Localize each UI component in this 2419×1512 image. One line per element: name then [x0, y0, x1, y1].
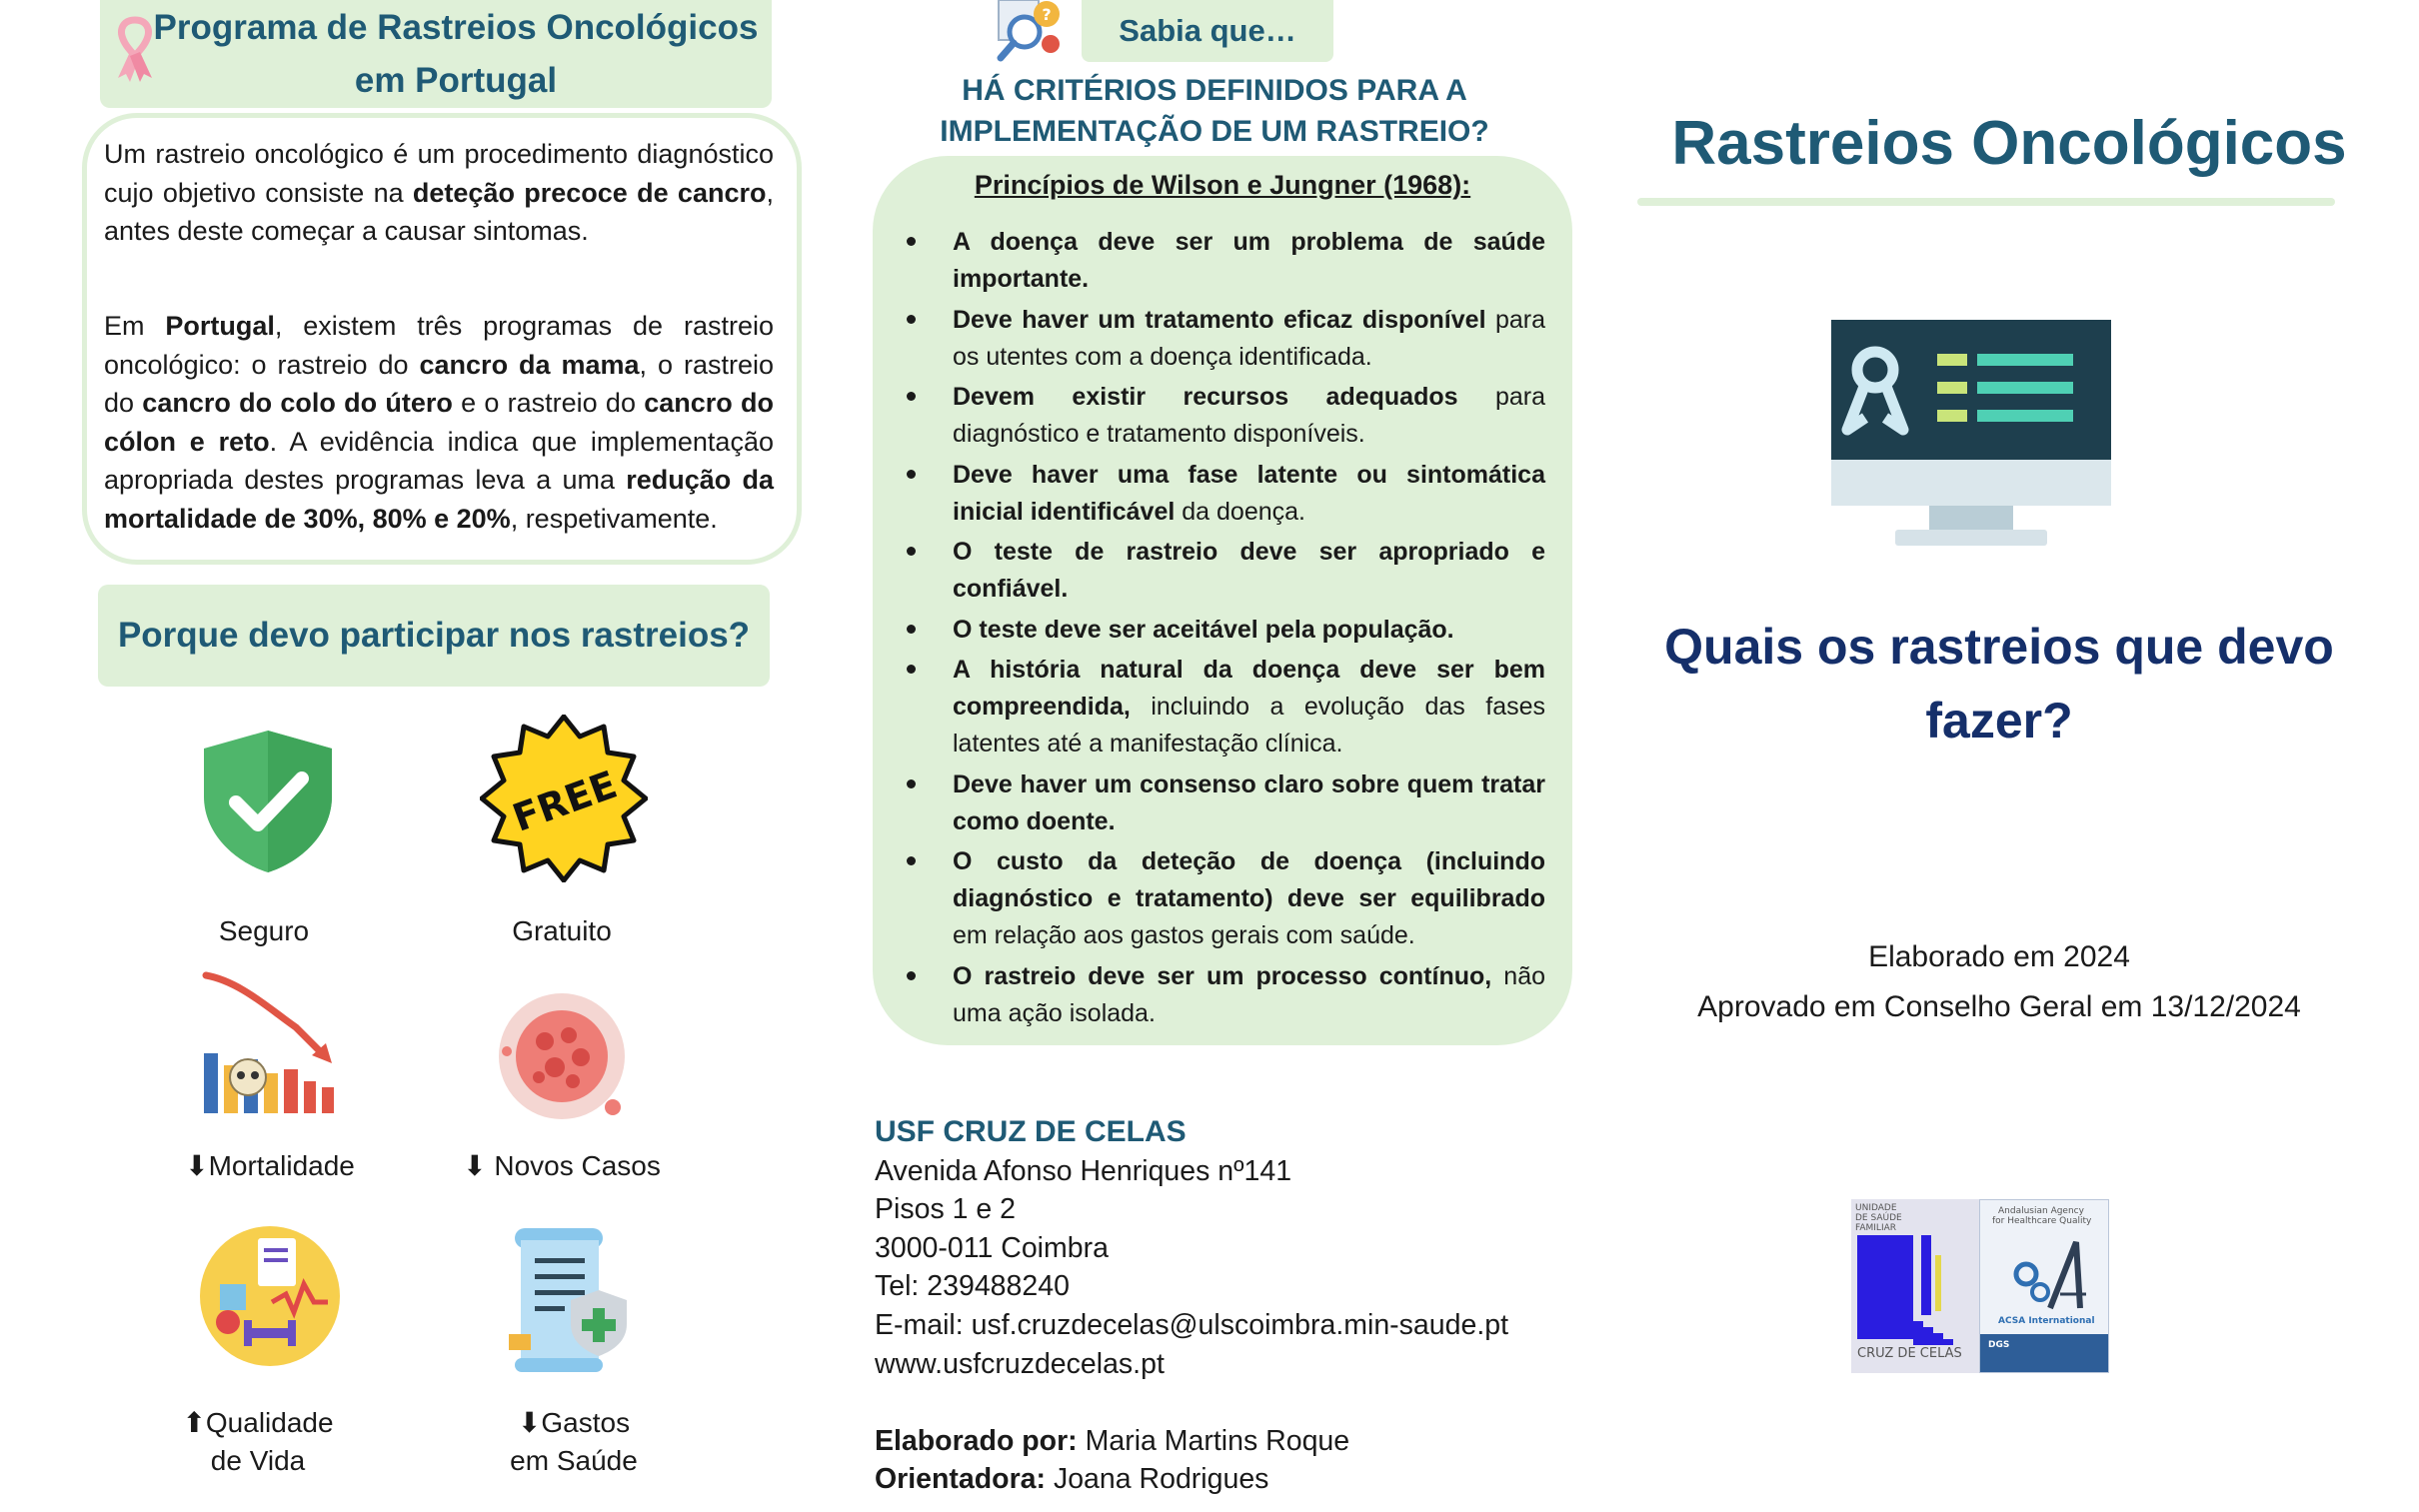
cell-icon [495, 989, 630, 1124]
principle-bold: Deve haver uma fase latente ou sintomática inicial identificável [953, 460, 1545, 526]
free-badge-text: FREE [507, 761, 623, 840]
advisor-line [875, 1460, 1594, 1499]
text: , o rastreio do [104, 349, 774, 418]
text: Em [104, 311, 166, 341]
benefit-label-novos-casos: ⬇ Novos Casos [463, 1150, 661, 1181]
ribbon-icon [110, 14, 160, 84]
free-badge-icon [480, 715, 648, 882]
dgs-label: DGS [1988, 1340, 2010, 1350]
advisor-name: Joana Rodrigues [1046, 1463, 1269, 1496]
address-line-3: 3000-011 Coimbra [875, 1231, 1109, 1264]
benefit-label-qualidade [128, 1404, 388, 1480]
principle-item [953, 843, 1545, 954]
website-link[interactable]: www.usfcruzdecelas.pt [875, 1347, 1165, 1380]
principle-item [953, 457, 1545, 531]
contact-block [875, 1113, 1594, 1499]
principle-bold: Devem existir recursos adequados [953, 383, 1458, 411]
benefit-label-gratuito: Gratuito [512, 915, 612, 946]
shield-check-icon [196, 727, 340, 876]
qualidade-line-2: de Vida [210, 1445, 306, 1476]
usf-logo-line-3: FAMILIAR [1855, 1223, 1897, 1233]
principle-bold: O rastreio deve ser um processo contínuo, [953, 961, 1492, 990]
principle-text: incluindo a evolução das fases latentes até a manifestação clínica. [953, 693, 1545, 757]
usf-logo [1851, 1199, 1979, 1373]
usf-logo-mark [1857, 1235, 1973, 1345]
principle-bold: A doença deve ser um problema de saúde importante. [953, 228, 1545, 293]
svg-text:?: ? [1042, 5, 1052, 24]
principle-bold: O teste de rastreio deve ser apropriado e confiável. [953, 538, 1545, 603]
gastos-line-2: em Saúde [510, 1445, 638, 1476]
spacer [875, 1383, 1594, 1422]
highlight: cancro da mama [419, 349, 640, 380]
benefit-label-mortalidade: ⬇Mortalidade [185, 1150, 355, 1181]
health-document-icon [505, 1224, 635, 1374]
benefit-label-seguro: Seguro [218, 915, 310, 946]
acsa-line-1: Andalusian Agency [1998, 1206, 2084, 1216]
date-approved: Aprovado em Conselho Geral em 13/12/2024 [1697, 990, 2301, 1023]
principles-list [953, 224, 1545, 1035]
magnifier-question-icon [995, 0, 1075, 64]
highlight: cancro do colo do útero [142, 388, 453, 418]
cover-question: Quais os rastreios que devo fazer? [1664, 619, 2334, 749]
text: . A evidência indica que implementação apropriada destes programas leva a uma [104, 426, 774, 495]
intro-paragraph-2 [104, 307, 774, 538]
principle-item [953, 766, 1545, 840]
left-panel [0, 0, 820, 1512]
principle-text: não uma ação isolada. [953, 961, 1545, 1027]
principle-bold: O teste deve ser aceitável pela população. [953, 615, 1454, 644]
principle-item [953, 958, 1545, 1032]
usf-logo-line-1: UNIDADE [1855, 1203, 1897, 1213]
acsa-line-3: ACSA International [1998, 1316, 2095, 1326]
principle-item [953, 302, 1545, 376]
benefit-label-gastos [444, 1404, 704, 1480]
monitor-ribbon-icon [1831, 320, 2111, 550]
program-title: Programa de Rastreios Oncológicos em Portugal [153, 8, 759, 100]
phone: Tel: 239488240 [875, 1270, 1070, 1303]
principle-bold: Deve haver um consenso claro sobre quem tratar como doente. [953, 769, 1545, 835]
title-rule [1637, 198, 2335, 206]
principle-bold: O custo da deteção de doença (incluindo diagnóstico e tratamento) deve ser equilibrado [953, 847, 1545, 912]
address-line-1: Avenida Afonso Henriques nº141 [875, 1154, 1292, 1187]
middle-panel [850, 0, 1609, 1512]
declining-chart-icon [200, 969, 340, 1117]
author-label: Elaborado por: [875, 1424, 1078, 1457]
principle-bold: A história natural da doença deve ser bem compreendida, [953, 656, 1545, 721]
principles-box [873, 156, 1572, 1045]
principle-item [953, 224, 1545, 298]
principle-item [953, 652, 1545, 762]
principle-item [953, 534, 1545, 608]
principle-item [953, 379, 1545, 453]
highlight: redução da mortalidade de 30%, 80% e 20% [104, 465, 775, 534]
program-title-box [100, 0, 772, 108]
text: e o rastreio do [452, 388, 645, 418]
dates-block [1639, 932, 2359, 1032]
highlight: Portugal [165, 311, 275, 341]
criteria-question: HÁ CRITÉRIOS DEFINIDOS PARA A IMPLEMENTAÇÃO DE UM RASTREIO? [940, 74, 1489, 148]
text: , existem três programas de rastreio oncológico: o rastreio do [104, 311, 774, 380]
principle-bold: Deve haver um tratamento eficaz disponível [953, 305, 1486, 334]
gastos-line-1: ⬇Gastos [517, 1407, 631, 1438]
org-name: USF CRUZ DE CELAS [875, 1115, 1187, 1148]
cover-panel [1619, 0, 2419, 1512]
principle-text: para os utentes com a doença identificada. [953, 305, 1545, 371]
author-line [875, 1422, 1594, 1461]
advisor-label: Orientadora: [875, 1463, 1047, 1496]
principle-text: da doença. [1175, 497, 1305, 526]
qualidade-line-1: ⬆Qualidade [182, 1407, 334, 1438]
why-participate-heading: Porque devo participar nos rastreios? [98, 585, 770, 687]
highlight: cancro do cólon e reto [104, 388, 774, 457]
principle-item [953, 612, 1545, 649]
acsa-mark [2000, 1234, 2090, 1314]
dgs-band [1980, 1334, 2108, 1372]
text: , respetivamente. [510, 503, 718, 534]
highlight: deteção precoce de cancro [412, 177, 767, 208]
principle-text: em relação aos gastos gerais com saúde. [953, 921, 1415, 949]
health-lifestyle-icon [198, 1224, 342, 1368]
sabia-que-label: Sabia que… [1082, 0, 1333, 62]
usf-logo-line-2: DE SAÚDE [1855, 1213, 1902, 1223]
email-link[interactable]: E-mail: usf.cruzdecelas@ulscoimbra.min-saude.pt [875, 1308, 1508, 1341]
address-line-2: Pisos 1 e 2 [875, 1193, 1016, 1226]
intro-paragraph-1 [104, 135, 774, 251]
date-elaborated: Elaborado em 2024 [1868, 940, 2130, 973]
cover-title: Rastreios Oncológicos [1671, 109, 2347, 178]
author-name: Maria Martins Roque [1077, 1424, 1350, 1457]
acsa-line-2: for Healthcare Quality [1992, 1216, 2092, 1226]
text: Um rastreio oncológico é um procedimento diagnóstico cujo objetivo consiste na [104, 139, 774, 208]
usf-logo-name: CRUZ DE CELAS [1857, 1346, 1962, 1361]
principles-title: Princípios de Wilson e Jungner (1968): [974, 170, 1471, 200]
text: , antes deste começar a causar sintomas. [104, 177, 774, 246]
acsa-logo [1979, 1199, 2109, 1373]
principle-text: para diagnóstico e tratamento disponíveis. [953, 383, 1545, 448]
